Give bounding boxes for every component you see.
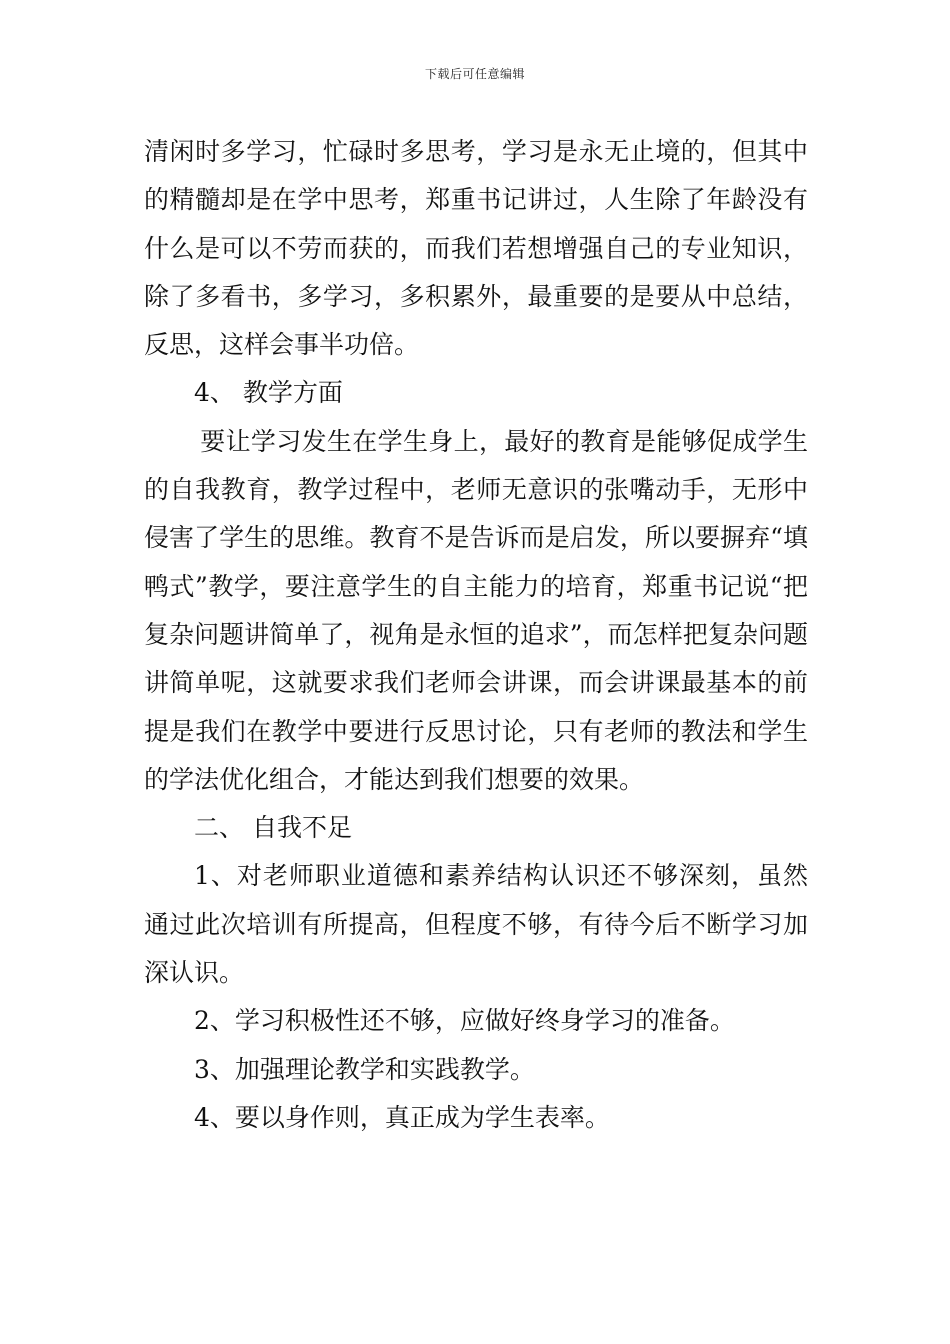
- list-item-2: 2、学习积极性还不够，应做好终身学习的准备。: [194, 1006, 735, 1036]
- heading-teaching-aspect: 4、 教学方面: [194, 378, 343, 408]
- page-header: 下载后可任意编辑: [424, 67, 525, 81]
- heading-self-shortcomings: 二、 自我不足: [194, 813, 352, 843]
- list-item-1: 1、对老师职业道德和素养结构认识还不够深刻，虽然通过此次培训有所提高，但程度不够，有待今后不断学习加深认识。: [144, 861, 808, 988]
- paragraph-study-reflection: 清闲时多学习，忙碌时多思考，学习是永无止境的，但其中的精髓却是在学中思考，郑重书记讲过，人生除了年龄没有什么是可以不劳而获的，而我们若想增强自己的专业知识，除了多看书，多学习，多积累外，最重要的是要从中总结，反思，这样会事半功倍。: [144, 137, 808, 360]
- document-body: [144, 128, 808, 1142]
- list-item-4: 4、要以身作则，真正成为学生表率。: [194, 1102, 610, 1132]
- paragraph-teaching: 要让学习发生在学生身上，最好的教育是能够促成学生的自我教育，教学过程中，老师无意识的张嘴动手，无形中侵害了学生的思维。教育不是告诉而是启发，所以要摒弃“填鸭式”教学，要注意学生的自主能力的培育，郑重书记说“把复杂问题讲简单了，视角是永恒的追求”，而怎样把复杂问题讲简单呢，这就要求我们老师会讲课，而会讲课最基本的前提是我们在教学中要进行反思讨论，只有老师的教法和学生的学法优化组合，才能达到我们想要的效果。: [144, 426, 808, 794]
- list-item-3: 3、加强理论教学和实践教学。: [194, 1054, 535, 1084]
